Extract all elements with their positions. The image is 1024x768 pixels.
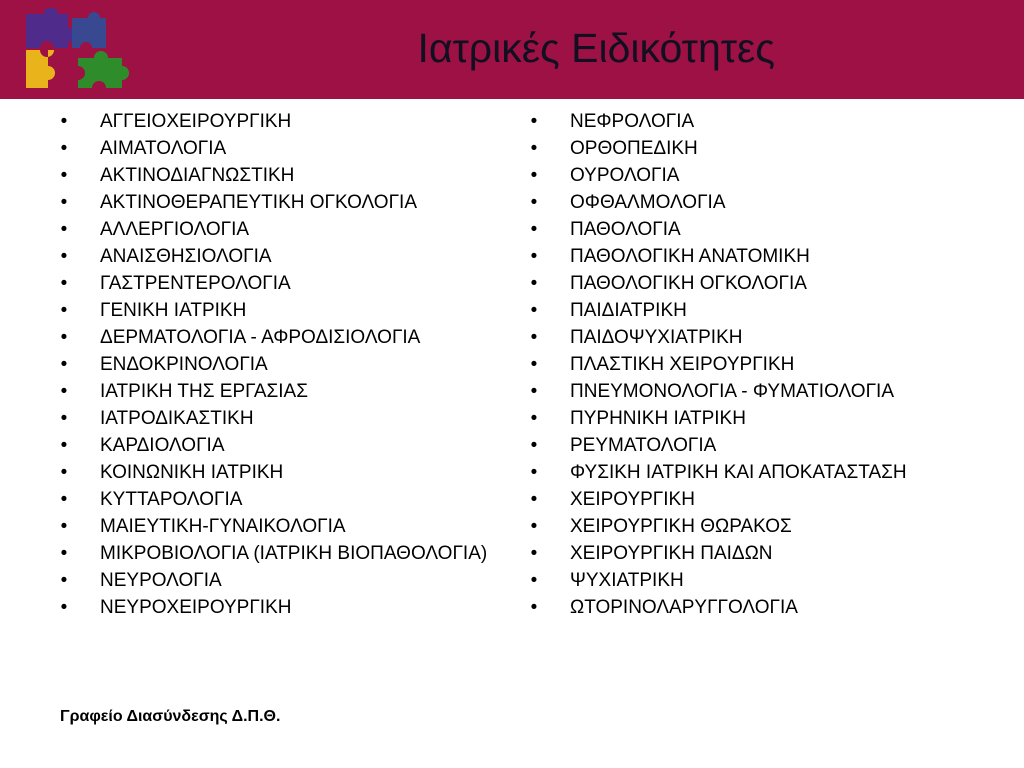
bullet-icon: • <box>530 489 538 510</box>
bullet-icon: • <box>60 246 68 267</box>
bullet-icon: • <box>60 192 68 213</box>
specialty-label: ΑΚΤΙΝΟΘΕΡΑΠΕΥΤΙΚΗ ΟΓΚΟΛΟΓΙΑ <box>100 192 417 213</box>
puzzle-piece-yellow <box>26 50 55 88</box>
bullet-icon: • <box>60 300 68 321</box>
specialty-label: ΝΕΥΡΟΧΕΙΡΟΥΡΓΙΚΗ <box>100 597 292 618</box>
specialty-label: ΨΥΧΙΑΤΡΙΚΗ <box>570 570 684 591</box>
specialty-label: ΚΟΙΝΩΝΙΚΗ ΙΑΤΡΙΚΗ <box>100 462 284 483</box>
specialty-list-item <box>528 139 988 158</box>
specialty-list-item <box>58 328 503 347</box>
bullet-icon: • <box>60 354 68 375</box>
bullet-icon: • <box>530 219 538 240</box>
specialty-label: ΚΑΡΔΙΟΛΟΓΙΑ <box>100 435 225 456</box>
specialty-list-item <box>528 463 988 482</box>
specialty-label: ΓΑΣΤΡΕΝΤΕΡΟΛΟΓΙΑ <box>100 273 291 294</box>
specialty-label: ΠΛΑΣΤΙΚΗ ΧΕΙΡΟΥΡΓΙΚΗ <box>570 354 795 375</box>
specialty-list-item <box>58 166 503 185</box>
bullet-icon: • <box>530 246 538 267</box>
specialty-list-item <box>58 193 503 212</box>
specialty-list-item <box>528 112 988 131</box>
bullet-icon: • <box>530 597 538 618</box>
bullet-icon: • <box>530 138 538 159</box>
specialty-list-item <box>528 571 988 590</box>
bullet-icon: • <box>530 462 538 483</box>
bullet-icon: • <box>530 300 538 321</box>
specialty-label: ΑΓΓΕΙΟΧΕΙΡΟΥΡΓΙΚΗ <box>100 111 292 132</box>
slide-title: Ιατρικές Ειδικότητες <box>417 25 775 71</box>
specialty-list-item <box>58 112 503 131</box>
bullet-icon: • <box>60 327 68 348</box>
bullet-icon: • <box>60 111 68 132</box>
specialty-label: ΝΕΦΡΟΛΟΓΙΑ <box>570 111 695 132</box>
specialties-list-right <box>528 112 988 625</box>
specialty-label: ΙΑΤΡΟΔΙΚΑΣΤΙΚΗ <box>100 408 254 429</box>
bullet-icon: • <box>60 165 68 186</box>
specialty-list-item <box>58 544 503 563</box>
specialty-label: ΧΕΙΡΟΥΡΓΙΚΗ <box>570 489 695 510</box>
specialty-label: ΑΝΑΙΣΘΗΣΙΟΛΟΓΙΑ <box>100 246 272 267</box>
specialty-list-item <box>58 247 503 266</box>
specialty-label: ΧΕΙΡΟΥΡΓΙΚΗ ΘΩΡΑΚΟΣ <box>570 516 792 537</box>
puzzle-pieces-icon <box>22 8 140 94</box>
bullet-icon: • <box>530 354 538 375</box>
specialty-list-item <box>528 247 988 266</box>
specialty-list-item <box>58 274 503 293</box>
specialties-list-left <box>58 112 503 625</box>
bullet-icon: • <box>60 408 68 429</box>
bullet-icon: • <box>530 516 538 537</box>
specialty-label: ΙΑΤΡΙΚΗ ΤΗΣ ΕΡΓΑΣΙΑΣ <box>100 381 308 402</box>
bullet-icon: • <box>60 138 68 159</box>
specialty-list-item <box>528 382 988 401</box>
specialty-label: ΑΚΤΙΝΟΔΙΑΓΝΩΣΤΙΚΗ <box>100 165 295 186</box>
specialty-list-item <box>528 544 988 563</box>
specialty-label: ΟΡΘΟΠΕΔΙΚΗ <box>570 138 698 159</box>
specialty-list-item <box>58 301 503 320</box>
specialty-label: ΠΥΡΗΝΙΚΗ ΙΑΤΡΙΚΗ <box>570 408 746 429</box>
specialty-list-item <box>528 355 988 374</box>
specialty-list-item <box>58 463 503 482</box>
bullet-icon: • <box>530 408 538 429</box>
specialty-list-item <box>58 517 503 536</box>
bullet-icon: • <box>530 381 538 402</box>
bullet-icon: • <box>60 219 68 240</box>
bullet-icon: • <box>530 570 538 591</box>
specialty-label: ΟΦΘΑΛΜΟΛΟΓΙΑ <box>570 192 726 213</box>
puzzle-piece-purple <box>26 8 75 48</box>
specialty-label: ΜΑΙΕΥΤΙΚΗ-ΓΥΝΑΙΚΟΛΟΓΙΑ <box>100 516 346 537</box>
specialty-list-item <box>58 436 503 455</box>
bullet-icon: • <box>60 516 68 537</box>
bullet-icon: • <box>530 165 538 186</box>
specialty-list-item <box>58 382 503 401</box>
specialty-list-item <box>528 598 988 617</box>
bullet-icon: • <box>530 111 538 132</box>
specialty-label: ΑΛΛΕΡΓΙΟΛΟΓΙΑ <box>100 219 250 240</box>
bullet-icon: • <box>530 327 538 348</box>
bullet-icon: • <box>60 543 68 564</box>
specialty-list-item <box>528 193 988 212</box>
bullet-icon: • <box>60 381 68 402</box>
specialty-label: ΠΑΘΟΛΟΓΙΑ <box>570 219 681 240</box>
specialty-list-item <box>58 409 503 428</box>
specialty-label: ΠΑΙΔΙΑΤΡΙΚΗ <box>570 300 687 321</box>
specialty-label: ΑΙΜΑΤΟΛΟΓΙΑ <box>100 138 227 159</box>
specialty-label: ΩΤΟΡΙΝΟΛΑΡΥΓΓΟΛΟΓΙΑ <box>570 597 798 618</box>
specialty-label: ΝΕΥΡΟΛΟΓΙΑ <box>100 570 222 591</box>
puzzle-piece-green <box>78 51 129 88</box>
specialty-label: ΠΑΙΔΟΨΥΧΙΑΤΡΙΚΗ <box>570 327 743 348</box>
specialty-list-item <box>58 220 503 239</box>
specialty-list-item <box>528 409 988 428</box>
bullet-icon: • <box>60 489 68 510</box>
bullet-icon: • <box>530 435 538 456</box>
bullet-icon: • <box>60 597 68 618</box>
specialty-list-item <box>528 436 988 455</box>
specialty-label: ΜΙΚΡΟΒΙΟΛΟΓΙΑ (ΙΑΤΡΙΚΗ ΒΙΟΠΑΘΟΛΟΓΙΑ) <box>100 543 488 564</box>
title-bar <box>0 0 1024 99</box>
specialty-label: ΧΕΙΡΟΥΡΓΙΚΗ ΠΑΙΔΩΝ <box>570 543 773 564</box>
specialty-list-item <box>528 328 988 347</box>
specialty-list-item <box>528 490 988 509</box>
specialty-label: ΔΕΡΜΑΤΟΛΟΓΙΑ - ΑΦΡΟΔΙΣΙΟΛΟΓΙΑ <box>100 327 421 348</box>
specialty-label: ΟΥΡΟΛΟΓΙΑ <box>570 165 680 186</box>
specialty-list-item <box>58 598 503 617</box>
bullet-icon: • <box>530 192 538 213</box>
specialty-list-item <box>528 166 988 185</box>
specialty-label: ΠΝΕΥΜΟΝΟΛΟΓΙΑ - ΦΥΜΑΤΙΟΛΟΓΙΑ <box>570 381 894 402</box>
footer-office-name: Γραφείο Διασύνδεσης Δ.Π.Θ. <box>60 708 281 725</box>
bullet-icon: • <box>60 435 68 456</box>
specialty-label: ΡΕΥΜΑΤΟΛΟΓΙΑ <box>570 435 717 456</box>
specialty-label: ΕΝΔΟΚΡΙΝΟΛΟΓΙΑ <box>100 354 268 375</box>
specialty-list-item <box>58 139 503 158</box>
specialty-label: ΠΑΘΟΛΟΓΙΚΗ ΑΝΑΤΟΜΙΚΗ <box>570 246 810 267</box>
specialty-list-item <box>528 274 988 293</box>
specialty-list-item <box>528 220 988 239</box>
bullet-icon: • <box>60 570 68 591</box>
specialty-list-item <box>528 301 988 320</box>
bullet-icon: • <box>60 273 68 294</box>
specialty-label: ΚΥΤΤΑΡΟΛΟΓΙΑ <box>100 489 243 510</box>
bullet-icon: • <box>60 462 68 483</box>
bullet-icon: • <box>530 543 538 564</box>
specialty-list-item <box>528 517 988 536</box>
specialty-list-item <box>58 355 503 374</box>
specialty-label: ΦΥΣΙΚΗ ΙΑΤΡΙΚΗ ΚΑΙ ΑΠΟΚΑΤΑΣΤΑΣΗ <box>570 462 907 483</box>
specialty-label: ΠΑΘΟΛΟΓΙΚΗ ΟΓΚΟΛΟΓΙΑ <box>570 273 807 294</box>
specialty-label: ΓΕΝΙΚΗ ΙΑΤΡΙΚΗ <box>100 300 247 321</box>
puzzle-piece-blue <box>72 12 106 48</box>
bullet-icon: • <box>530 273 538 294</box>
specialty-list-item <box>58 571 503 590</box>
specialty-list-item <box>58 490 503 509</box>
